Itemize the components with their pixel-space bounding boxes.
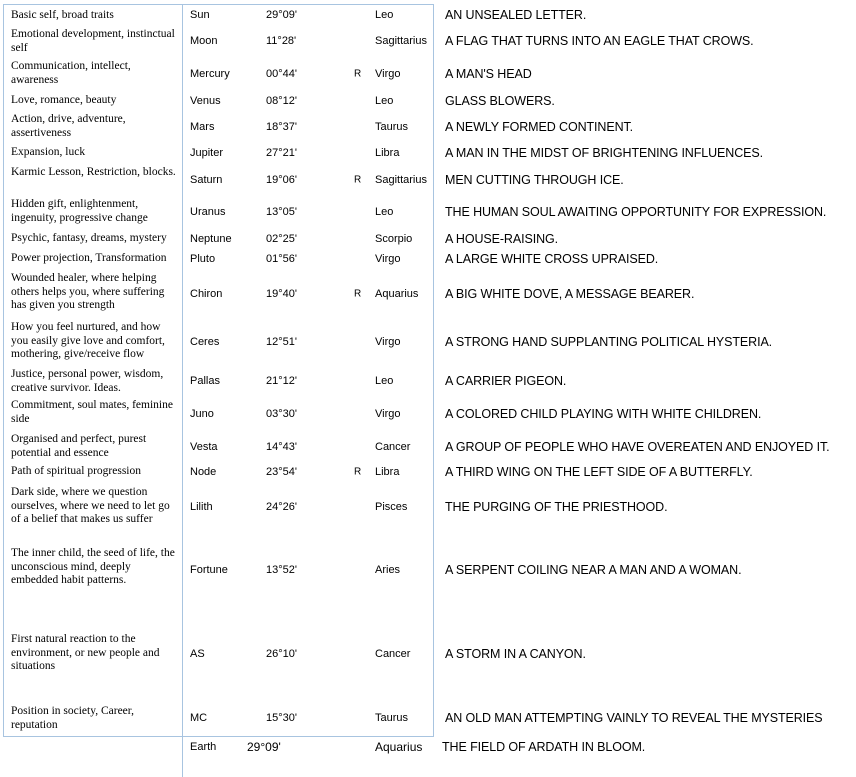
table-row [0, 249, 856, 269]
planet-name: Juno [190, 407, 214, 420]
placement-description: Love, romance, beauty [11, 94, 117, 106]
zodiac-sign: Libra [375, 466, 400, 478]
zodiac-sign: Leo [375, 375, 394, 387]
sabian-symbol: THE FIELD OF ARDATH IN BLOOM. [442, 740, 646, 754]
sabian-symbol: MEN CUTTING THROUGH ICE. [445, 172, 624, 187]
planet-degree: 19°06' [266, 173, 297, 186]
planet-degree: 12°51' [266, 336, 297, 348]
placement-description: Communication, intellect, awareness [11, 60, 131, 86]
planet-degree: 27°21' [266, 147, 297, 159]
planet-name: Node [190, 466, 217, 478]
sabian-symbol: A SERPENT COILING NEAR A MAN AND A WOMAN. [445, 563, 742, 577]
planet-name: Ceres [190, 336, 220, 348]
zodiac-sign: Leo [375, 206, 394, 218]
table-row [0, 397, 856, 430]
planet-name: Chiron [190, 288, 223, 300]
placement-description: Dark side, where we question ourselves, where we need to let go of a belief that makes us suffer [11, 486, 170, 525]
placement-description: Path of spiritual progression [11, 465, 141, 477]
zodiac-sign: Sagittarius [375, 173, 427, 186]
placement-description: First natural reaction to the environment, or new people and situations [11, 633, 160, 672]
placement-description: Hidden gift, enlightenment, ingenuity, progressive change [11, 198, 148, 224]
sabian-symbol: GLASS BLOWERS. [445, 93, 555, 108]
placement-description: Emotional development, instinctual self [11, 28, 175, 54]
sabian-symbol: AN OLD MAN ATTEMPTING VAINLY TO REVEAL THE MYSTERIES [445, 711, 823, 725]
retrograde-marker: R [354, 174, 362, 185]
planet-name: Vesta [190, 440, 218, 453]
table-row [0, 270, 856, 318]
planet-degree: 23°54' [266, 466, 297, 478]
zodiac-sign: Taurus [375, 712, 409, 724]
zodiac-sign: Leo [375, 94, 394, 107]
placement-description: Wounded healer, where helping others helps you, where suffering has given you strength [11, 272, 165, 311]
placement-description: How you feel nurtured, and how you easily give love and comfort, mothering, give/receive flow [11, 321, 165, 360]
placement-description: Basic self, broad traits [11, 9, 114, 21]
planet-degree: 18°37' [266, 120, 297, 133]
planet-name: Venus [190, 94, 221, 107]
table-row [0, 58, 856, 90]
sabian-symbol: A MAN'S HEAD [445, 67, 532, 81]
placement-description: Position in society, Career, reputation [11, 705, 135, 731]
placement-description: Action, drive, adventure, assertiveness [11, 113, 126, 139]
planet-name: MC [190, 712, 208, 724]
sabian-symbol: A GROUP OF PEOPLE WHO HAVE OVEREATEN AND ENJOYED IT. [445, 439, 830, 454]
planet-degree: 01°56' [266, 253, 297, 265]
table-row [0, 611, 856, 697]
planet-name: Sun [190, 9, 210, 21]
planet-degree: 13°52' [266, 564, 297, 576]
planet-name: Neptune [190, 232, 232, 245]
sabian-symbol: A MAN IN THE MIDST OF BRIGHTENING INFLUENCES. [445, 146, 763, 160]
zodiac-sign: Aquarius [375, 740, 423, 754]
retrograde-marker: R [354, 466, 362, 478]
placement-description: Power projection, Transformation [11, 252, 167, 264]
planet-degree: 08°12' [266, 94, 297, 107]
zodiac-sign: Virgo [375, 336, 401, 348]
retrograde-marker: R [354, 68, 362, 80]
planet-degree: 00°44' [266, 68, 297, 80]
planet-name: Uranus [190, 206, 226, 218]
zodiac-sign: Libra [375, 147, 400, 159]
planet-name: Fortune [190, 564, 228, 576]
planet-degree: 26°10' [266, 648, 297, 660]
sabian-symbol: THE PURGING OF THE PRIESTHOOD. [445, 500, 668, 514]
table-row [0, 5, 856, 25]
retrograde-marker: R [354, 288, 362, 300]
placement-description: Expansion, luck [11, 146, 86, 158]
planet-name: Lilith [190, 501, 213, 513]
table-row [0, 196, 856, 228]
planet-name: Mercury [190, 68, 230, 80]
zodiac-sign: Cancer [375, 440, 411, 453]
table-row [0, 164, 856, 195]
zodiac-sign: Virgo [375, 407, 401, 420]
planet-degree: 29°09' [247, 740, 281, 754]
table-row [0, 143, 856, 163]
planet-degree: 24°26' [266, 501, 297, 513]
planet-name: Mars [190, 120, 215, 133]
planet-degree: 13°05' [266, 206, 297, 218]
planet-name: Pallas [190, 375, 220, 387]
table-row [0, 26, 856, 56]
planet-degree: 11°28' [266, 35, 297, 47]
planet-degree: 15°30' [266, 712, 297, 724]
planet-degree: 29°09' [266, 9, 297, 21]
sabian-symbol: A COLORED CHILD PLAYING WITH WHITE CHILDREN. [445, 406, 762, 421]
zodiac-sign: Taurus [375, 120, 409, 133]
zodiac-sign: Pisces [375, 501, 408, 513]
zodiac-sign: Leo [375, 9, 394, 21]
zodiac-sign: Aries [375, 564, 401, 576]
zodiac-sign: Cancer [375, 648, 411, 660]
planet-name: AS [190, 648, 205, 660]
table-row [0, 462, 856, 482]
placement-description: Karmic Lesson, Restriction, blocks. [11, 166, 176, 178]
table-row [0, 531, 856, 609]
sabian-symbol: A HOUSE-RAISING. [445, 231, 559, 246]
planet-degree: 14°43' [266, 440, 297, 453]
sabian-symbol: A STRONG HAND SUPPLANTING POLITICAL HYSTERIA. [445, 335, 773, 349]
sabian-symbol: A STORM IN A CANYON. [445, 647, 586, 661]
sabian-symbol: THE HUMAN SOUL AWAITING OPPORTUNITY FOR EXPRESSION. [445, 205, 827, 219]
sabian-symbol: A BIG WHITE DOVE, A MESSAGE BEARER. [445, 287, 695, 301]
table-row [0, 366, 856, 396]
table-row [0, 484, 856, 530]
zodiac-sign: Virgo [375, 68, 401, 80]
zodiac-sign: Sagittarius [375, 35, 427, 47]
zodiac-sign: Virgo [375, 253, 401, 265]
table-row [0, 319, 856, 365]
table-row [0, 699, 856, 737]
sabian-symbol: A LARGE WHITE CROSS UPRAISED. [445, 252, 659, 266]
planet-degree: 02°25' [266, 232, 297, 245]
planet-name: Moon [190, 35, 218, 47]
table-row [0, 737, 856, 757]
placement-description: The inner child, the seed of life, the unconscious mind, deeply embedded habit patterns. [11, 547, 175, 586]
sabian-symbol: A FLAG THAT TURNS INTO AN EAGLE THAT CROWS. [445, 34, 754, 48]
placement-description: Organised and perfect, purest potential and essence [11, 433, 147, 459]
planet-degree: 03°30' [266, 407, 297, 420]
sabian-symbol: AN UNSEALED LETTER. [445, 8, 587, 22]
sabian-symbol: A CARRIER PIGEON. [445, 374, 567, 388]
placement-description: Psychic, fantasy, dreams, mystery [11, 232, 167, 244]
table-row [0, 431, 856, 462]
planet-name: Pluto [190, 253, 216, 265]
planet-degree: 21°12' [266, 375, 297, 387]
planet-degree: 19°40' [266, 288, 297, 300]
planet-name: Jupiter [190, 147, 224, 159]
zodiac-sign: Aquarius [375, 288, 419, 300]
table-row [0, 229, 856, 248]
planet-name: Saturn [190, 173, 223, 186]
zodiac-sign: Scorpio [375, 232, 413, 245]
planet-name: Earth [190, 741, 217, 753]
sabian-symbol: A NEWLY FORMED CONTINENT. [445, 119, 634, 134]
placement-description: Justice, personal power, wisdom, creative survivor. Ideas. [11, 368, 164, 394]
placement-description: Commitment, soul mates, feminine side [11, 399, 173, 425]
sabian-symbol: A THIRD WING ON THE LEFT SIDE OF A BUTTERFLY. [445, 465, 753, 479]
table-row [0, 91, 856, 110]
table-row [0, 111, 856, 142]
